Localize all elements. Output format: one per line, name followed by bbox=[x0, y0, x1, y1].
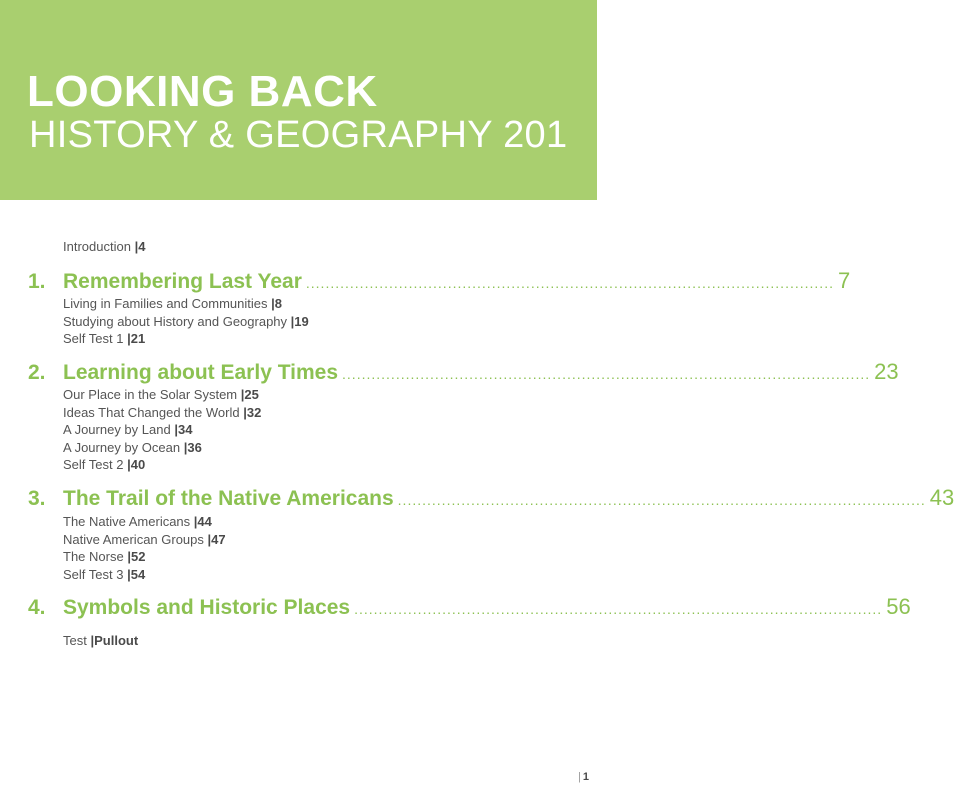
intro-page: |4 bbox=[134, 239, 146, 254]
lesson-page: |8 bbox=[271, 296, 282, 311]
lesson-page: |52 bbox=[127, 549, 146, 564]
lesson-label: Native American Groups bbox=[63, 531, 204, 547]
lesson-label: The Native Americans bbox=[63, 514, 191, 529]
lesson-page: |32 bbox=[243, 404, 262, 420]
unit-4-heading[interactable] bbox=[28, 594, 911, 622]
lesson-item[interactable] bbox=[63, 456, 261, 474]
lesson-page: |21 bbox=[127, 331, 146, 346]
header-banner bbox=[0, 0, 597, 200]
lesson-item[interactable] bbox=[63, 421, 261, 439]
lesson-label: Ideas That Changed the World bbox=[63, 404, 240, 420]
lesson-label: Self Test 1 bbox=[63, 331, 124, 346]
unit-title: Remembering Last Year bbox=[63, 270, 302, 293]
lesson-item[interactable] bbox=[63, 566, 226, 584]
unit-number: 4. bbox=[28, 596, 46, 619]
unit-title: Learning about Early Times bbox=[63, 361, 339, 384]
lesson-label: Self Test 2 bbox=[63, 457, 124, 472]
lesson-item[interactable] bbox=[63, 313, 309, 331]
unit-page: 56 bbox=[886, 594, 911, 619]
lesson-page: |40 bbox=[127, 457, 146, 472]
lesson-label: The Norse bbox=[63, 549, 124, 564]
lesson-page: |19 bbox=[290, 313, 309, 329]
page-subtitle: HISTORY & GEOGRAPHY 201 bbox=[29, 114, 568, 156]
intro-entry[interactable] bbox=[63, 238, 145, 256]
lesson-page: |54 bbox=[127, 566, 146, 582]
lesson-item[interactable] bbox=[63, 404, 261, 422]
unit-3-heading[interactable] bbox=[28, 485, 954, 513]
lesson-label: A Journey by Ocean bbox=[63, 439, 181, 455]
lesson-item[interactable] bbox=[63, 513, 226, 531]
unit-page: 43 bbox=[929, 485, 954, 510]
unit-2-heading[interactable] bbox=[28, 359, 899, 387]
lesson-page: |34 bbox=[174, 422, 193, 437]
lesson-item[interactable] bbox=[63, 548, 226, 566]
lesson-page: |Pullout bbox=[90, 633, 139, 648]
dot-leader: ............................................................................................................ bbox=[305, 275, 834, 291]
unit-number: 2. bbox=[28, 361, 46, 384]
lesson-item[interactable] bbox=[63, 439, 261, 457]
lesson-label: Self Test 3 bbox=[63, 566, 124, 582]
lesson-page: |47 bbox=[207, 531, 226, 547]
lesson-item[interactable] bbox=[63, 531, 226, 549]
unit-number: 1. bbox=[28, 270, 46, 293]
lesson-label: Test bbox=[63, 633, 87, 648]
unit-1-lessons bbox=[63, 295, 309, 348]
unit-title: Symbols and Historic Places bbox=[63, 596, 351, 619]
intro-label: Introduction bbox=[63, 239, 131, 254]
page-title: LOOKING BACK bbox=[27, 67, 378, 116]
dot-leader: ............................................................................................................ bbox=[354, 601, 883, 617]
unit-title: The Trail of the Native Americans bbox=[63, 487, 394, 510]
unit-1-heading[interactable] bbox=[28, 268, 851, 296]
lesson-label: Our Place in the Solar System bbox=[63, 387, 238, 402]
lesson-label: Studying about History and Geography bbox=[63, 313, 288, 329]
lesson-page: |36 bbox=[183, 439, 202, 455]
lesson-page: |44 bbox=[193, 514, 212, 529]
page-footer bbox=[578, 771, 589, 783]
unit-4-lessons bbox=[63, 632, 138, 650]
unit-2-lessons bbox=[63, 386, 261, 474]
lesson-label: A Journey by Land bbox=[63, 422, 171, 437]
lesson-item[interactable] bbox=[63, 295, 309, 313]
lesson-page: |25 bbox=[240, 387, 259, 402]
dot-leader: ............................................................................................................ bbox=[397, 492, 926, 508]
lesson-item[interactable] bbox=[63, 330, 309, 348]
page-number: 1 bbox=[582, 771, 589, 783]
unit-3-lessons bbox=[63, 513, 226, 583]
lesson-item[interactable] bbox=[63, 386, 261, 404]
footer-separator: | bbox=[578, 771, 581, 783]
unit-number: 3. bbox=[28, 487, 46, 510]
lesson-label: Living in Families and Communities bbox=[63, 296, 268, 311]
unit-page: 23 bbox=[874, 359, 899, 384]
dot-leader: ............................................................................................................ bbox=[342, 366, 871, 382]
unit-page: 7 bbox=[837, 268, 851, 293]
lesson-item[interactable] bbox=[63, 632, 138, 650]
